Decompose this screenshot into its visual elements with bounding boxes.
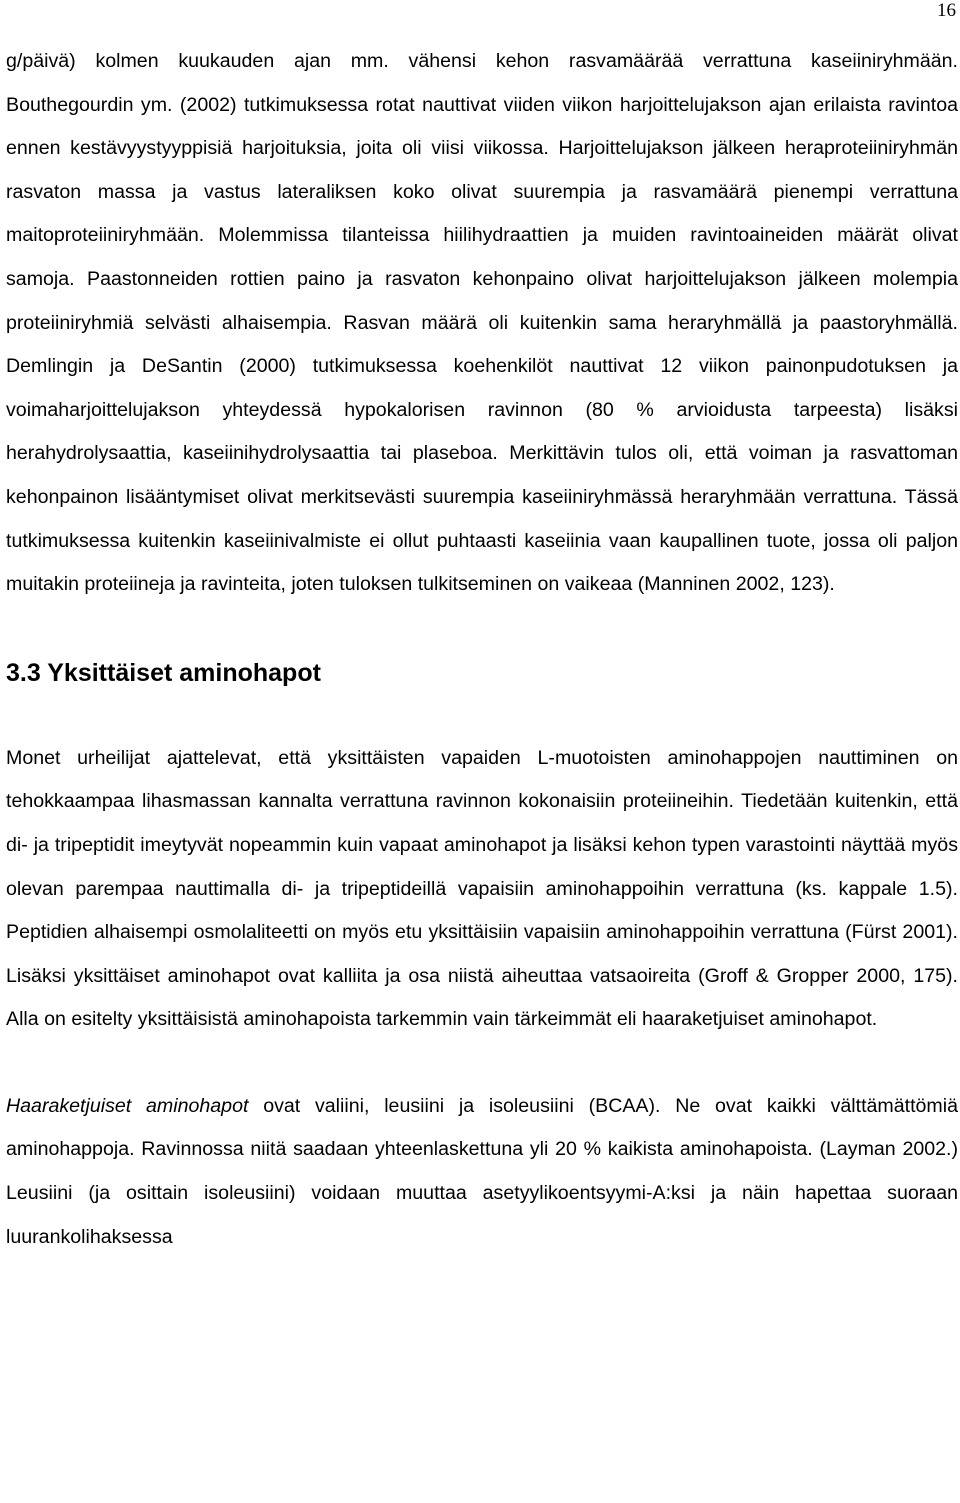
body-paragraph-3 [6, 1085, 958, 1259]
spacer [6, 1042, 958, 1085]
italic-term: Haaraketjuiset aminohapot [6, 1094, 249, 1117]
page-number: 16 [937, 0, 956, 21]
body-paragraph-2: Monet urheilijat ajattelevat, että yksittäisten vapaiden L-muotoisten aminohappojen nauttiminen on tehokkaampaa lihasmassan kannalta verrattuna ravinnon kokonaisiin proteiineihin. Tiedetään kuitenkin, että di- ja tripeptidit imeytyvät nopeammin kuin vapaat aminohapot ja lisäksi kehon typen varastointi näyttää myös olevan parempaa nauttimalla di- ja tripeptideillä vapaisiin aminohappoihin verrattuna (ks. kappale 1.5). Peptidien alhaisempi osmolaliteetti on myös etu yksittäisiin vapaisiin aminohappoihin verrattuna (Fürst 2001). Lisäksi yksittäiset aminohapot ovat kalliita ja osa niistä aiheuttaa vatsaoireita (Groff & Gropper 2000, 175). Alla on esitelty yksittäisistä aminohapoista tarkemmin vain tärkeimmät eli haaraketjuiset aminohapot. [6, 746, 958, 1031]
document-body [6, 40, 958, 1259]
spacer [6, 607, 958, 651]
body-paragraph-1: g/päivä) kolmen kuukauden ajan mm. vähensi kehon rasvamäärää verrattuna kaseiiniryhmään. Bouthegourdin ym. (2002) tutkimuksessa rotat nauttivat viiden viikon harjoittelujakson ajan erilaista ravintoa ennen kestävyystyyppisiä harjoituksia, joita oli viisi viikossa. Harjoittelujakson jälkeen heraproteiiniryhmän rasvaton massa ja vastus lateraliksen koko olivat suurempia ja rasvamäärä pienempi verrattuna maitoproteiiniryhmään. Molemmissa tilanteissa hiilihydraattien ja muiden ravintoaineiden määrät olivat samoja. Paastonneiden rottien paino ja rasvaton kehonpaino olivat harjoittelujakson jälkeen molempia proteiiniryhmiä selvästi alhaisempia. Rasvan määrä oli kuitenkin sama heraryhmällä ja paastoryhmällä. Demlingin ja DeSantin (2000) tutkimuksessa koehenkilöt nauttivat 12 viikon painonpudotuksen ja voimaharjoittelujakson yhteydessä hypokalorisen ravinnon (80 % arvioidusta tarpeesta) lisäksi herahydrolysaattia, kaseiinihydrolysaattia tai plaseboa. Merkittävin tulos oli, että voiman ja rasvattoman kehonpainon lisääntymiset olivat merkitsevästi suurempia kaseiiniryhmässä heraryhmään verrattuna. Tässä tutkimuksessa kuitenkin kaseiinivalmiste ei ollut puhtaasti kaseiinia vaan kaupallinen tuote, jossa oli paljon muitakin proteiineja ja ravinteita, joten tuloksen tulkitseminen on vaikeaa (Manninen 2002, 123). [6, 50, 958, 596]
paragraph-3-text: ovat valiini, leusiini ja isoleusiini (BCAA). Ne ovat kaikki välttämättömiä aminohappoja. Ravinnossa niitä saadaan yhteenlaskettuna yli 20 % kaikista aminohapoista. (Layman 2002.) Leusiini (ja osittain isoleusiini) voidaan muuttaa asetyylikoentsyymi-A:ksi ja näin hapettaa suoraan luurankolihaksessa [6, 1094, 958, 1248]
spacer [6, 695, 958, 737]
section-heading: 3.3 Yksittäiset aminohapot [6, 658, 321, 687]
